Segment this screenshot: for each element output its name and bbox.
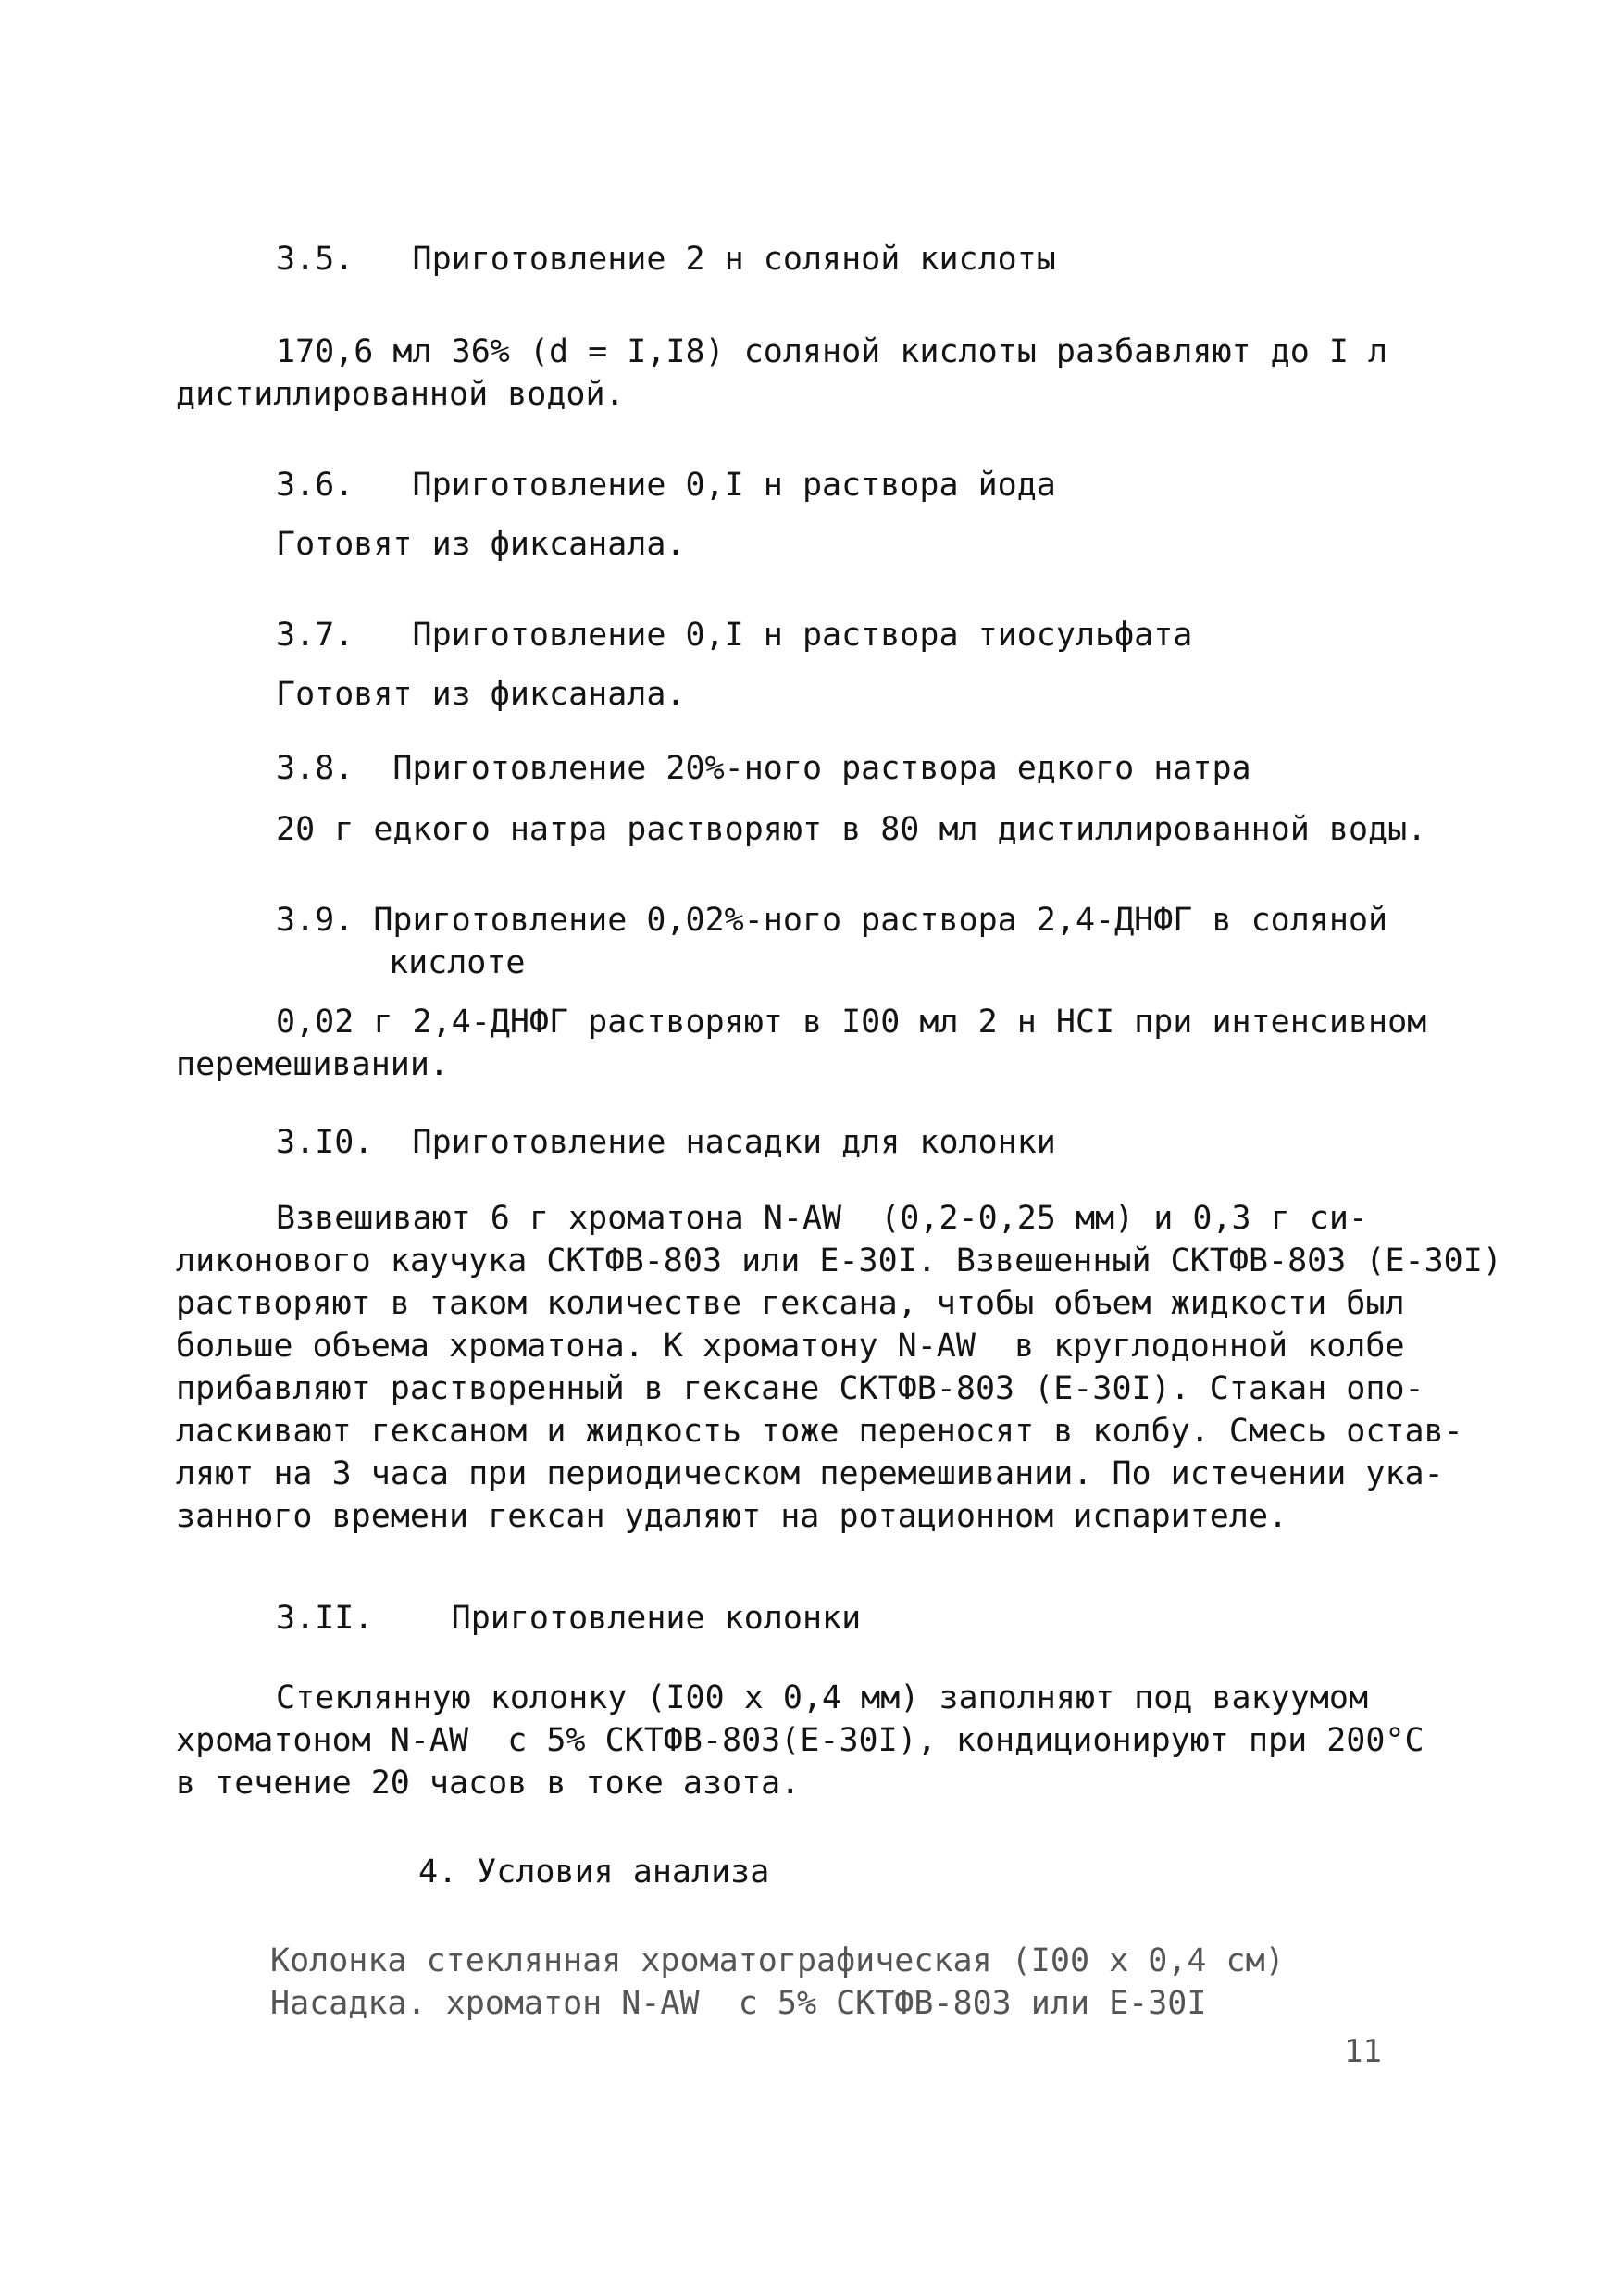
section-4-body-line: Колонка стеклянная хроматографическая (I00 х 0,4 см) [270, 1942, 1285, 1979]
section-3-9-body-line: перемешивании. [176, 1046, 450, 1083]
section-3-10-body-line: ликонового каучука СКТФВ-803 или Е-30I. Взвешенный СКТФВ-803 (Е-30I) [176, 1242, 1502, 1279]
section-3-11-body-line: хроматоном N-AW с 5% СКТФВ-803(Е-30I), кондиционируют при 200°С [176, 1722, 1424, 1759]
section-3-10-body-line: занного времени гексан удаляют на ротационном испарителе. [176, 1498, 1288, 1535]
section-3-6-body: Готовят из фиксанала. [276, 526, 686, 563]
section-3-10-body-line: ласкивают гексаном и жидкость тоже переносят в колбу. Смесь остав- [176, 1413, 1463, 1450]
section-3-10-body-line: больше объема хроматона. К хроматону N-AW в круглодонной колбе [176, 1328, 1405, 1365]
section-3-8-heading: 3.8. Приготовление 20%-ного раствора едкого натра [276, 750, 1251, 787]
section-4-body-line: Насадка. хроматон N-AW с 5% СКТФВ-803 или Е-30I [270, 1985, 1207, 2022]
section-3-10-heading: 3.I0. Приготовление насадки для колонки [276, 1124, 1056, 1161]
section-3-7-body: Готовят из фиксанала. [276, 676, 686, 713]
section-3-9-body-line: 0,02 г 2,4-ДНФГ растворяют в I00 мл 2 н НСI при интенсивном [276, 1004, 1427, 1041]
section-3-5-body-line: 170,6 мл 36% (d = I,I8) соляной кислоты разбавляют до I л [276, 333, 1388, 370]
section-3-11-body-line: в течение 20 часов в токе азота. [176, 1765, 801, 1802]
section-3-9-heading-cont: кислоте [389, 944, 526, 981]
section-4-heading: 4. Условия анализа [418, 1853, 770, 1890]
section-3-7-heading: 3.7. Приготовление 0,I н раствора тиосульфата [276, 617, 1193, 654]
section-3-10-body-line: Взвешивают 6 г хроматона N-AW (0,2-0,25 мм) и 0,3 г си- [276, 1200, 1369, 1237]
section-3-10-body-line: ляют на 3 часа при периодическом перемешивании. По истечении ука- [176, 1455, 1444, 1492]
section-3-10-body-line: прибавляют растворенный в гексане СКТФВ-803 (Е-30I). Стакан опо- [176, 1370, 1424, 1407]
section-3-9-heading: 3.9. Приготовление 0,02%-ного раствора 2,4-ДНФГ в соляной [276, 902, 1388, 939]
section-3-5-body-line: дистиллированной водой. [176, 376, 625, 413]
section-3-11-heading: 3.II. Приготовление колонки [276, 1600, 862, 1637]
section-3-5-heading: 3.5. Приготовление 2 н соляной кислоты [276, 241, 1056, 278]
section-3-8-body: 20 г едкого натра растворяют в 80 мл дистиллированной воды. [276, 811, 1427, 848]
section-3-6-heading: 3.6. Приготовление 0,I н раствора йода [276, 467, 1056, 504]
page-number: 11 [1344, 2033, 1382, 2070]
section-3-11-body-line: Стеклянную колонку (I00 х 0,4 мм) заполняют под вакуумом [276, 1679, 1369, 1716]
section-3-10-body-line: растворяют в таком количестве гексана, чтобы объем жидкости был [176, 1285, 1405, 1322]
